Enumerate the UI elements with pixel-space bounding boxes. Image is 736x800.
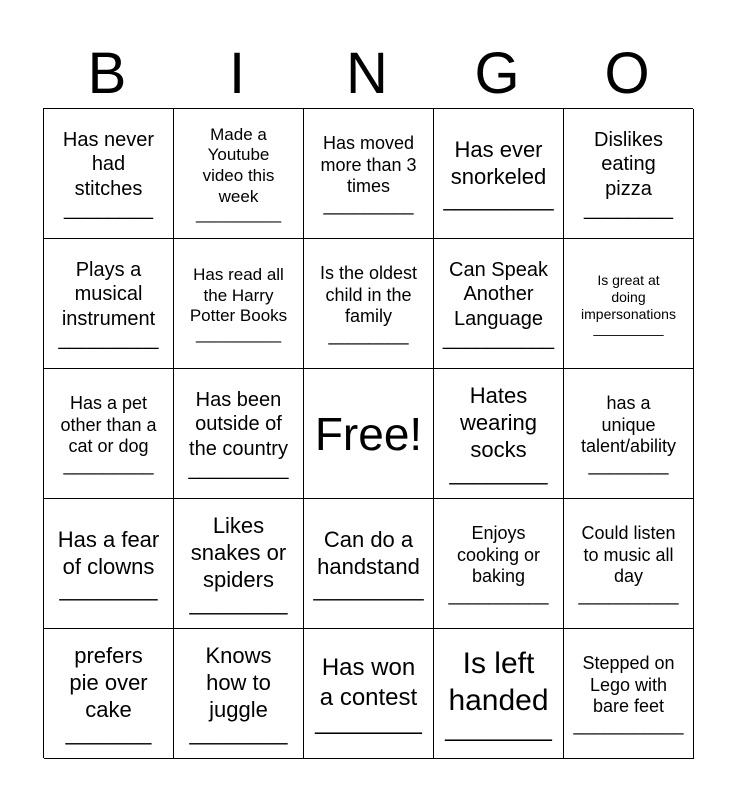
signature-line: ________: [59, 576, 158, 602]
bingo-cell[interactable]: [434, 369, 564, 499]
cell-text: Can Speak Another Language: [449, 258, 548, 330]
bingo-header: [43, 40, 693, 108]
header-letter-i: I: [228, 41, 248, 106]
signature-line: __________: [448, 585, 549, 606]
header-letter-g: G: [474, 41, 522, 106]
signature-line: ________: [189, 719, 288, 745]
cell-text: Has a pet other than a cat or dog: [60, 392, 157, 457]
signature-line: _________: [593, 320, 664, 337]
free-space-text: Free!: [314, 407, 423, 460]
signature-line: ________: [189, 589, 288, 615]
bingo-cell[interactable]: [564, 629, 694, 759]
bingo-cell[interactable]: [304, 629, 434, 759]
bingo-cell[interactable]: [434, 239, 564, 369]
bingo-cell[interactable]: [174, 499, 304, 629]
signature-line: ________: [315, 707, 422, 735]
cell-text: Plays a musical instrument: [61, 258, 156, 330]
cell-text: prefers pie over cake: [69, 643, 148, 722]
cell-text: Likes snakes or spiders: [190, 513, 287, 592]
cell-text: Has a fear of clowns: [57, 526, 160, 579]
cell-text: Has ever snorkeled: [450, 136, 547, 189]
signature-line: ________: [445, 715, 552, 743]
bingo-cell[interactable]: [564, 369, 694, 499]
signature-line: _________: [58, 328, 159, 351]
header-letter-b: B: [87, 41, 129, 106]
free-space-cell[interactable]: [304, 369, 434, 499]
cell-text: Dislikes eating pizza: [594, 128, 663, 200]
bingo-grid: [43, 108, 693, 758]
signature-line: _________: [188, 458, 289, 481]
cell-text: Is left handed: [448, 646, 549, 717]
cell-text: has a unique talent/ability: [580, 392, 677, 457]
cell-text: Has read all the Harry Potter Books: [189, 264, 288, 326]
bingo-cell[interactable]: [44, 369, 174, 499]
bingo-cell[interactable]: [174, 239, 304, 369]
bingo-cell[interactable]: [434, 109, 564, 239]
bingo-cell[interactable]: [304, 239, 434, 369]
bingo-cell[interactable]: [174, 109, 304, 239]
bingo-cell[interactable]: [44, 629, 174, 759]
cell-text: Made a Youtube video this week: [202, 124, 275, 206]
cell-text: Can do a handstand: [317, 526, 420, 579]
cell-text: Stepped on Lego with bare feet: [582, 652, 675, 717]
cell-text: Has moved more than 3 times: [320, 132, 417, 197]
signature-line: _________: [313, 576, 424, 602]
signature-line: _________: [443, 186, 554, 212]
signature-line: _________: [195, 324, 282, 344]
bingo-cell[interactable]: [44, 239, 174, 369]
signature-line: _________: [323, 195, 414, 216]
cell-text: Has been outside of the country: [189, 388, 288, 460]
signature-line: ________: [584, 198, 673, 221]
bingo-cell[interactable]: [174, 629, 304, 759]
bingo-cell[interactable]: [304, 499, 434, 629]
bingo-cell[interactable]: [44, 499, 174, 629]
signature-line: ________: [64, 198, 153, 221]
signature-line: ___________: [573, 715, 684, 736]
signature-line: _______: [65, 719, 152, 745]
signature-line: _________: [195, 204, 282, 224]
bingo-cell[interactable]: [434, 629, 564, 759]
cell-text: Hates wearing socks: [459, 383, 538, 462]
signature-line: ________: [588, 455, 669, 476]
cell-text: Could listen to music all day: [581, 522, 676, 587]
cell-text: Has never had stitches: [62, 128, 155, 200]
bingo-cell[interactable]: [174, 369, 304, 499]
signature-line: __________: [578, 585, 679, 606]
signature-line: ________: [328, 325, 409, 346]
bingo-cell[interactable]: [44, 109, 174, 239]
bingo-cell[interactable]: [304, 109, 434, 239]
cell-text: Is the oldest child in the family: [319, 262, 418, 327]
bingo-cell[interactable]: [434, 499, 564, 629]
bingo-cell[interactable]: [564, 499, 694, 629]
cell-text: Knows how to juggle: [205, 643, 272, 722]
header-letter-o: O: [604, 41, 652, 106]
cell-text: Enjoys cooking or baking: [456, 522, 541, 587]
signature-line: ________: [449, 459, 548, 485]
header-letter-n: N: [346, 41, 390, 106]
cell-text: Is great at doing impersonations: [581, 271, 676, 323]
bingo-cell[interactable]: [564, 239, 694, 369]
cell-text: Has won a contest: [319, 654, 418, 711]
signature-line: __________: [442, 328, 555, 351]
signature-line: _________: [63, 455, 154, 476]
bingo-cell[interactable]: [564, 109, 694, 239]
